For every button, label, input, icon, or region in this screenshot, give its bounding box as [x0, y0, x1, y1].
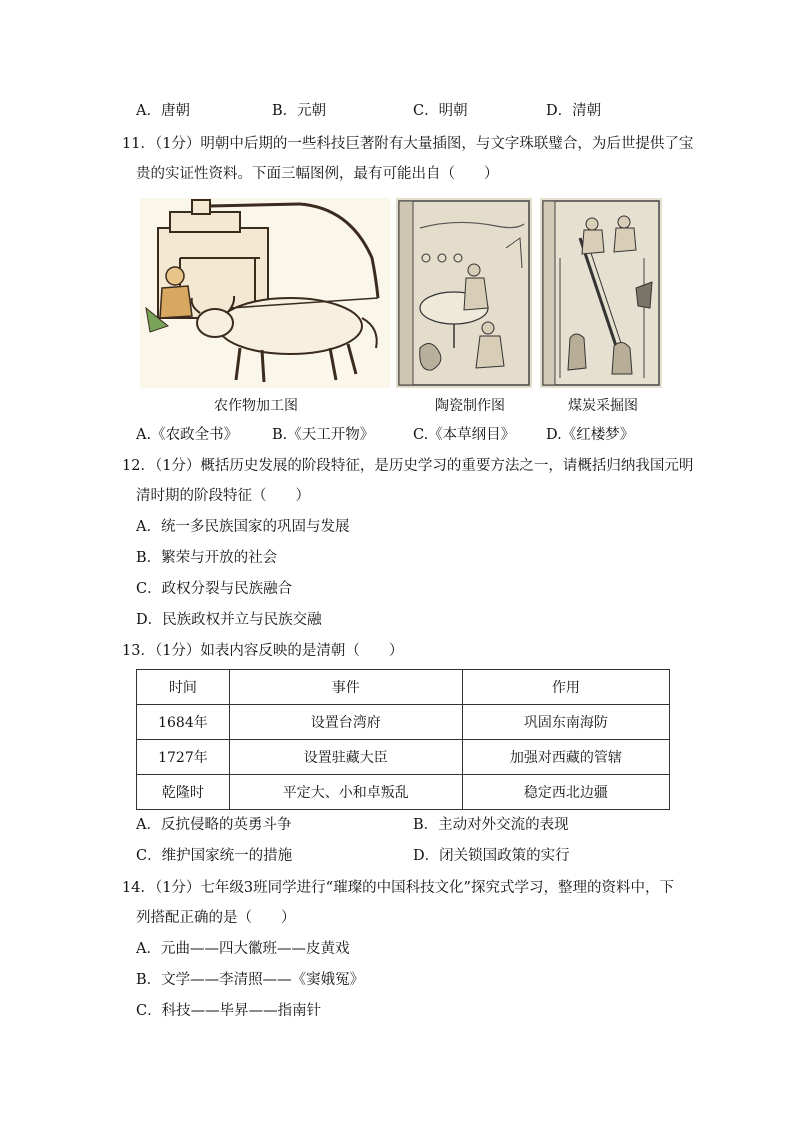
caption-porcelain-making: 陶瓷制作图 — [435, 398, 505, 414]
ox-mill-drawing — [140, 198, 390, 388]
table-cell-event: 设置驻藏大臣 — [229, 740, 462, 775]
q10-option-c: C．明朝 — [413, 103, 468, 119]
porcelain-making-illustration — [396, 198, 532, 388]
table-header-row — [137, 670, 670, 705]
table-row — [137, 740, 670, 775]
table-cell-time: 乾隆时 — [137, 775, 230, 810]
q11-option-c: C.《本草纲目》 — [413, 427, 516, 443]
q11-option-d: D.《红楼梦》 — [546, 427, 635, 443]
q14-option-b: B．文学——李清照——《窦娥冤》 — [136, 972, 365, 988]
caption-crop-processing: 农作物加工图 — [214, 398, 298, 414]
porcelain-workshop-drawing — [396, 198, 532, 388]
q13-option-d: D．闭关锁国政策的实行 — [413, 848, 570, 864]
coal-mining-illustration — [540, 198, 662, 388]
q11-option-b: B.《天工开物》 — [272, 427, 375, 443]
q12-option-b: B．繁荣与开放的社会 — [136, 550, 278, 566]
q11-stem-line2: 贵的实证性资料。下面三幅图例，最有可能出自（ ） — [136, 166, 499, 182]
q13-option-a: A．反抗侵略的英勇斗争 — [136, 817, 292, 833]
q14-stem-line2: 列搭配正确的是（ ） — [136, 910, 296, 926]
table-cell-event: 平定大、小和卓叛乱 — [229, 775, 462, 810]
qing-events-table — [136, 669, 670, 810]
table-cell-time: 1727年 — [137, 740, 230, 775]
table-header-time: 时间 — [137, 670, 230, 705]
table-cell-time: 1684年 — [137, 705, 230, 740]
q14-option-c: C．科技——毕昇——指南针 — [136, 1003, 322, 1019]
table-cell-effect: 稳定西北边疆 — [462, 775, 669, 810]
q13-option-c: C．维护国家统一的措施 — [136, 848, 293, 864]
q12-option-a: A．统一多民族国家的巩固与发展 — [136, 519, 350, 535]
q14-stem-line1: 14．（1分）七年级3班同学进行“璀璨的中国科技文化”探究式学习，整理的资料中，下 — [122, 880, 674, 896]
table-header-event: 事件 — [229, 670, 462, 705]
q12-option-c: C．政权分裂与民族融合 — [136, 581, 293, 597]
crop-processing-illustration — [140, 198, 390, 388]
table-cell-event: 设置台湾府 — [229, 705, 462, 740]
q11-option-a: A.《农政全书》 — [136, 427, 239, 443]
q12-stem-line1: 12．（1分）概括历史发展的阶段特征，是历史学习的重要方法之一，请概括归纳我国元明 — [122, 458, 694, 474]
q12-option-d: D．民族政权并立与民族交融 — [136, 612, 322, 628]
q10-option-b: B．元朝 — [272, 103, 327, 119]
table-header-effect: 作用 — [462, 670, 669, 705]
table-row — [137, 705, 670, 740]
q10-option-d: D．清朝 — [546, 103, 602, 119]
table-row — [137, 775, 670, 810]
q14-option-a: A．元曲——四大徽班——皮黄戏 — [136, 941, 350, 957]
caption-coal-mining: 煤炭采掘图 — [568, 398, 638, 414]
table-cell-effect: 巩固东南海防 — [462, 705, 669, 740]
coal-mine-drawing — [540, 198, 662, 388]
q10-option-a: A．唐朝 — [136, 103, 190, 119]
q12-stem-line2: 清时期的阶段特征（ ） — [136, 488, 310, 504]
q11-stem-line1: 11．（1分）明朝中后期的一些科技巨著附有大量插图，与文字珠联璧合，为后世提供了宝 — [122, 136, 694, 152]
table-cell-effect: 加强对西藏的管辖 — [462, 740, 669, 775]
q13-stem: 13．（1分）如表内容反映的是清朝（ ） — [122, 643, 404, 659]
q13-option-b: B．主动对外交流的表现 — [413, 817, 569, 833]
